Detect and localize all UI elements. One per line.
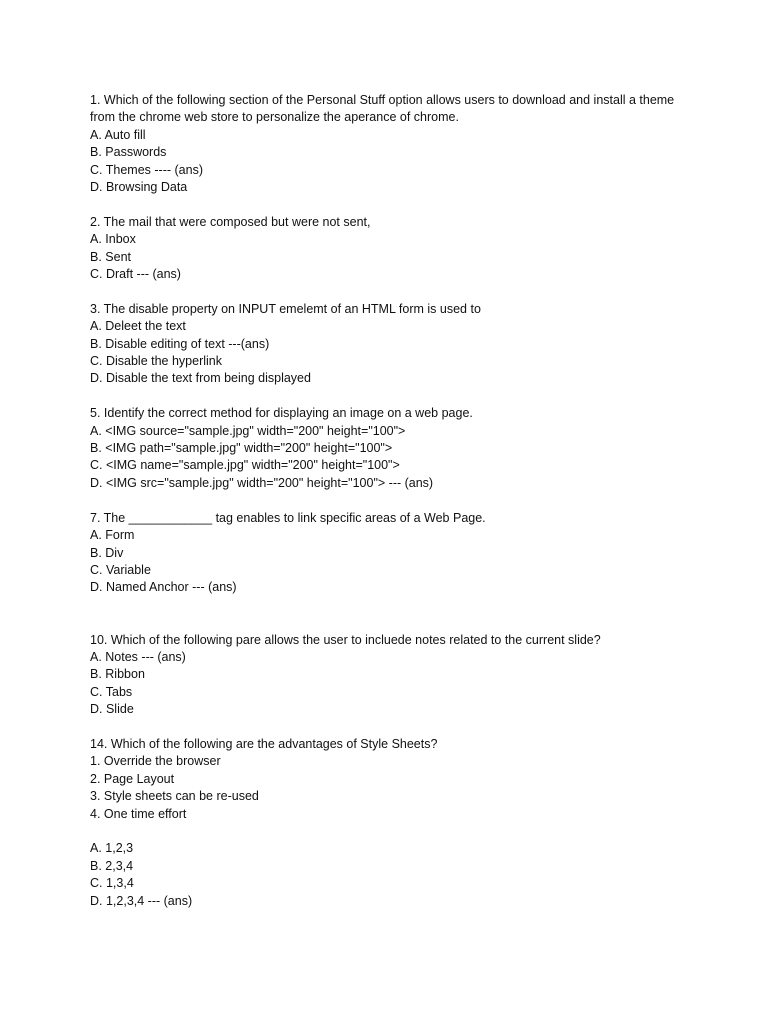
answer-option: D. 1,2,3,4 --- (ans) <box>90 893 193 908</box>
numbered-item: 3. Style sheets can be re-used <box>90 789 259 804</box>
question-block <box>90 92 690 196</box>
question-stem: 2. The mail that were composed but were not sent, <box>90 214 371 229</box>
answer-option: C. <IMG name="sample.jpg" width="200" height="100"> <box>90 458 400 473</box>
answer-option: B. <IMG path="sample.jpg" width="200" height="100"> <box>90 441 393 456</box>
answer-option: B. Ribbon <box>90 667 145 682</box>
answer-options <box>90 840 690 910</box>
answer-option: B. Div <box>90 545 124 560</box>
numbered-item: 2. Page Layout <box>90 771 175 786</box>
answer-option: D. Slide <box>90 702 134 717</box>
answer-option: D. Named Anchor --- (ans) <box>90 580 237 595</box>
answer-option: C. Disable the hyperlink <box>90 354 223 369</box>
numbered-item: 1. Override the browser <box>90 754 221 769</box>
question-block <box>90 405 690 492</box>
document-body <box>90 92 690 927</box>
answer-option: D. Browsing Data <box>90 180 188 195</box>
answer-option: C. Variable <box>90 562 151 577</box>
answer-option: D. <IMG src="sample.jpg" width="200" height="100"> --- (ans) <box>90 475 434 490</box>
question-stem: 7. The ____________ tag enables to link specific areas of a Web Page. <box>90 510 486 525</box>
answer-option: B. Disable editing of text ---(ans) <box>90 336 270 351</box>
question-stem: 3. The disable property on INPUT emelemt of an HTML form is used to <box>90 301 481 316</box>
answer-option: C. Tabs <box>90 684 133 699</box>
question-block <box>90 632 690 719</box>
answer-option: A. Notes --- (ans) <box>90 649 186 664</box>
answer-option: A. 1,2,3 <box>90 841 134 856</box>
numbered-item: 4. One time effort <box>90 806 187 821</box>
answer-option: C. Draft --- (ans) <box>90 267 181 282</box>
answer-option: A. Form <box>90 528 135 543</box>
answer-option: A. Inbox <box>90 232 136 247</box>
question-block <box>90 736 690 910</box>
answer-option: A. Deleet the text <box>90 319 186 334</box>
question-block <box>90 510 690 597</box>
question-stem: 5. Identify the correct method for displaying an image on a web page. <box>90 406 473 421</box>
answer-option: D. Disable the text from being displayed <box>90 371 311 386</box>
answer-option: A. <IMG source="sample.jpg" width="200" height="100"> <box>90 423 406 438</box>
answer-option: A. Auto fill <box>90 127 146 142</box>
answer-option: B. Passwords <box>90 145 167 160</box>
question-block <box>90 214 690 284</box>
question-stem: 10. Which of the following pare allows the user to incluede notes related to the current slide? <box>90 632 601 647</box>
question-stem: 14. Which of the following are the advantages of Style Sheets? <box>90 736 438 751</box>
answer-option: B. 2,3,4 <box>90 858 134 873</box>
answer-option: C. Themes ---- (ans) <box>90 162 203 177</box>
answer-option: C. 1,3,4 <box>90 876 134 891</box>
answer-option: B. Sent <box>90 249 131 264</box>
question-block <box>90 301 690 388</box>
question-stem: 1. Which of the following section of the Personal Stuff option allows users to download and install a theme from the chrome web store to personalize the aperance of chrome. <box>90 93 675 125</box>
